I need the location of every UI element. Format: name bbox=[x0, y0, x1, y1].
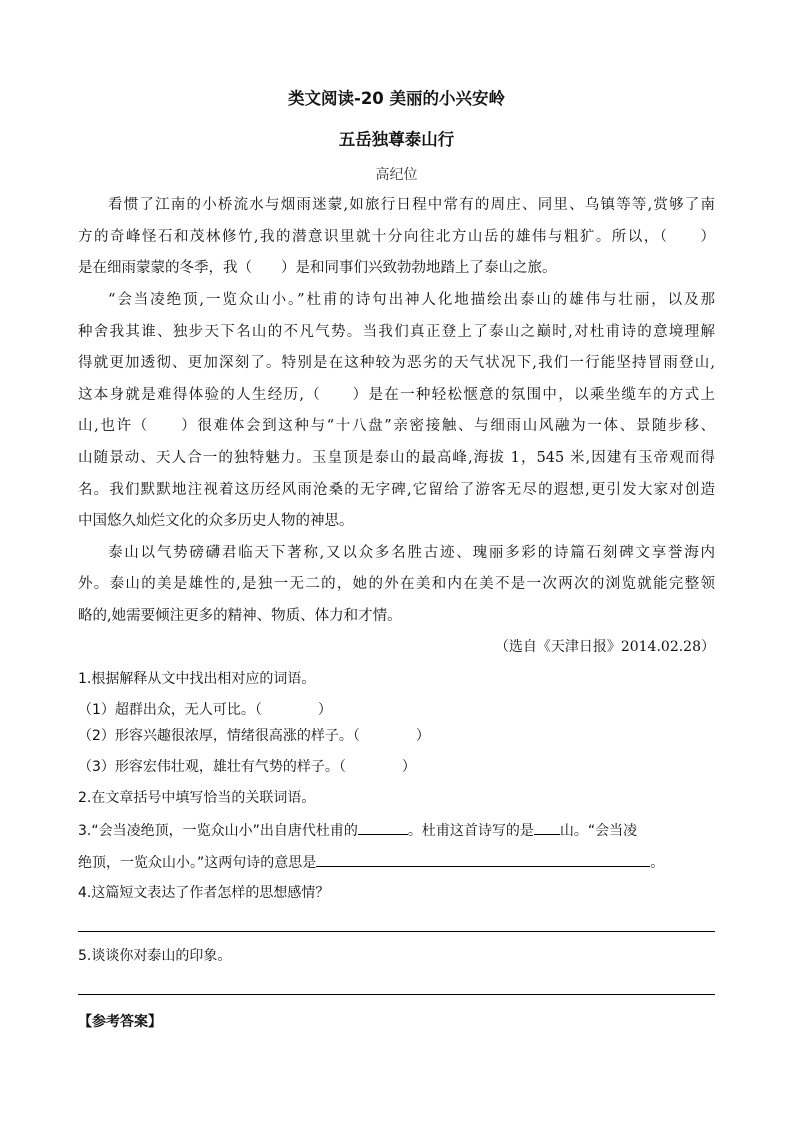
question-3-text: 山。“会当凌 bbox=[559, 823, 638, 839]
paragraph-2-line: 这本身就是难得体验的人生经历,（ ）是在一种轻松惬意的氛围中，以乘坐缆车的方式上 bbox=[78, 387, 715, 403]
question-1: 1.根据解释从文中找出相对应的词语。 bbox=[78, 671, 316, 687]
paragraph-2-line: 得就更加透彻、更加深刻了。特别是在这种较为恶劣的天气状况下,我们一行能坚持冒雨登山, bbox=[78, 355, 715, 371]
answer-line-5[interactable] bbox=[78, 994, 715, 995]
author: 高纪位 bbox=[375, 167, 418, 183]
article-title: 五岳独尊泰山行 bbox=[338, 130, 455, 149]
paragraph-1-line: 是在细雨蒙蒙的冬季，我（ ）是和同事们兴致勃勃地踏上了泰山之旅。 bbox=[78, 260, 557, 276]
paragraph-3-line: 略的,她需要倾注更多的精神、物质、体力和才情。 bbox=[78, 608, 402, 624]
paragraph-2-line: 名。我们默默地注视着这历经风雨沧桑的无字碑,它留给了游客无尽的遐想,更引发大家对创造 bbox=[78, 482, 715, 498]
paragraph-2-line: 山随景动、天人合一的独特魅力。玉皇顶是泰山的最高峰,海拔 1，545 米,因建有玉帝观而得 bbox=[78, 450, 715, 466]
question-3-text: 。 bbox=[650, 855, 665, 871]
source-citation: （选自《天津日报》2014.02.28） bbox=[494, 639, 715, 655]
paragraph-2-line: 山,也许（ ）很难体会到这种与“十八盘”亲密接触、与细雨山风融为一体、景随步移、 bbox=[78, 418, 715, 434]
paragraph-1-line: 方的奇峰怪石和茂林修竹,我的潜意识里就十分向往北方山岳的雄伟与粗犷。所以，（ ） bbox=[78, 229, 715, 245]
paragraph-2-line: “会当凌绝顶,一览众山小。”杜甫的诗句出神人化地描绘出泰山的雄伟与壮丽，以及那 bbox=[108, 292, 715, 308]
document-title: 类文阅读-20 美丽的小兴安岭 bbox=[287, 89, 506, 108]
paragraph-2-line: 种舍我其谁、独步天下名山的不凡气势。当我们真正登上了泰山之巅时,对杜甫诗的意境理解 bbox=[78, 324, 715, 340]
question-1-2: （2）形容兴趣很浓厚，情绪很高涨的样子。（ ） bbox=[78, 728, 430, 744]
paragraph-3-line: 外。泰山的美是雄性的,是独一无二的，她的外在美和内在美不是一次两次的浏览就能完整领 bbox=[78, 576, 715, 592]
question-4: 4.这篇短文表达了作者怎样的思想感情？ bbox=[78, 885, 330, 901]
question-5: 5.谈谈你对泰山的印象。 bbox=[78, 948, 232, 964]
question-2: 2.在文章括号中填写恰当的关联词语。 bbox=[78, 790, 316, 806]
paragraph-2-line: 中国悠久灿烂文化的众多历史人物的神思。 bbox=[78, 513, 354, 529]
question-3-text: 3.“会当凌绝顶，一览众山小”出自唐代杜甫的 bbox=[78, 823, 358, 839]
question-3-text: 。杜甫这首诗写的是 bbox=[407, 823, 534, 839]
answer-blank[interactable] bbox=[534, 820, 560, 835]
answer-blank[interactable] bbox=[358, 820, 408, 835]
answer-blank[interactable] bbox=[316, 852, 650, 867]
answer-heading: 【参考答案】 bbox=[78, 1014, 162, 1030]
question-3-text: 绝顶，一览众山小。”这两句诗的意思是 bbox=[78, 855, 317, 871]
question-3-line-2 bbox=[78, 852, 715, 873]
question-3-line-1 bbox=[78, 820, 715, 841]
question-1-1: （1）超群出众，无人可比。（ ） bbox=[78, 702, 332, 718]
question-1-3: （3）形容宏伟壮观，雄壮有气势的样子。（ ） bbox=[78, 759, 416, 775]
answer-line-4[interactable] bbox=[78, 931, 715, 932]
paragraph-1-line: 看惯了江南的小桥流水与烟雨迷蒙,如旅行日程中常有的周庄、同里、乌镇等等,赏够了南 bbox=[108, 197, 715, 213]
paragraph-3-line: 泰山以气势磅礴君临天下著称,又以众多名胜古迹、瑰丽多彩的诗篇石刻碑文享誉海内 bbox=[108, 545, 715, 561]
